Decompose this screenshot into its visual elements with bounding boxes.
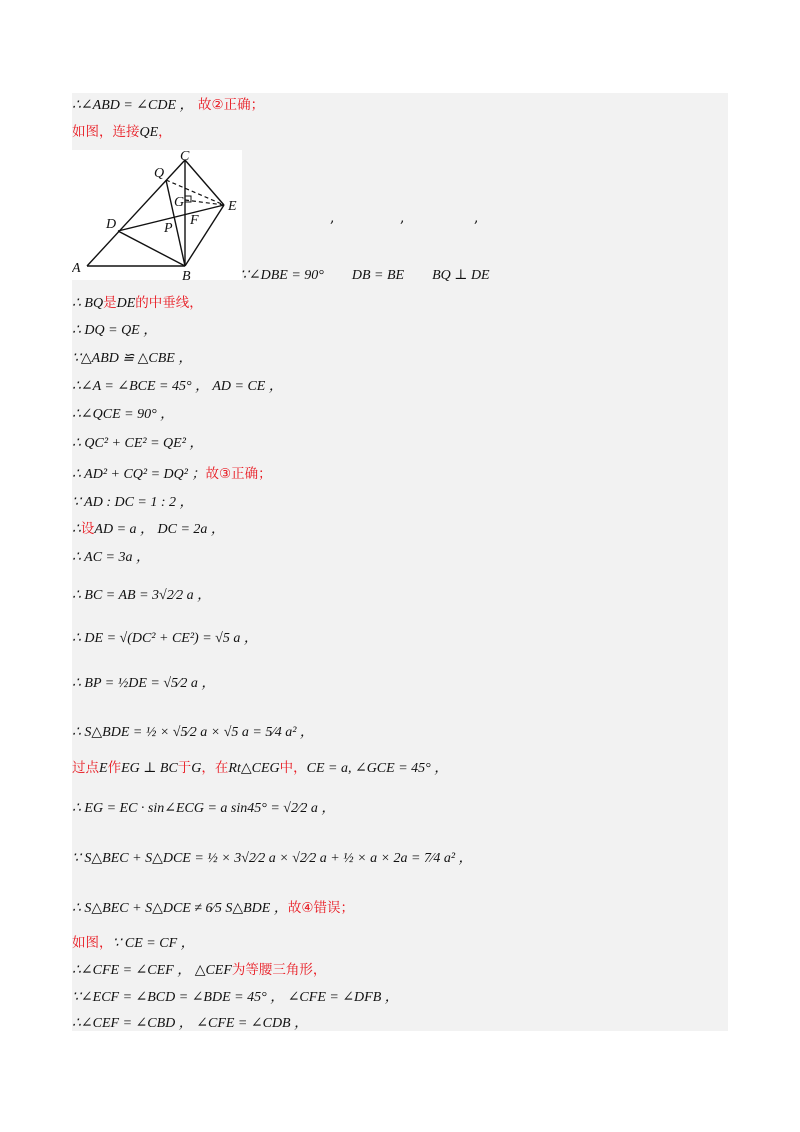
- label-F: F: [190, 213, 199, 228]
- line-11: ∵ AD : DC = 1 : 2 ，: [72, 495, 194, 510]
- line-6: ∵△ABD ≌ △CBE ，: [72, 351, 193, 366]
- geometry-figure: [72, 150, 242, 280]
- line-15: ∴ DE = √(DC² + CE²) = √5 a ，: [72, 631, 258, 646]
- label-Q: Q: [154, 166, 165, 181]
- line-14: ∴ BC = AB = 3√2⁄2 a ，: [72, 588, 212, 603]
- line-18: 过点E作EG ⊥ BC于G，在Rt△CEG中，CE = a, ∠GCE = 45° ，: [72, 760, 449, 776]
- label-P: P: [164, 221, 173, 236]
- label-E: E: [228, 199, 237, 214]
- label-C: C: [180, 150, 190, 164]
- label-A: A: [72, 261, 81, 276]
- line-19: ∴ EG = EC · sin∠ECG = a sin45° = √2⁄2 a ，: [72, 801, 336, 816]
- line-13: ∴ AC = 3a ，: [72, 550, 150, 565]
- label-D: D: [106, 217, 117, 232]
- line-9: ∴ QC² + CE² = QE² ，: [72, 436, 204, 451]
- label-G: G: [174, 195, 185, 210]
- right-angle-mark: [185, 196, 191, 202]
- line-21: ∴ S△BEC + S△DCE ≠ 6⁄5 S△BDE ，故④错误；: [72, 900, 354, 916]
- line-24: ∵∠ECF = ∠BCD = ∠BDE = 45° ， ∠CFE = ∠DFB ，: [72, 990, 399, 1005]
- line-22: 如图，∵ CE = CF ，: [72, 935, 195, 951]
- line-10: ∴ AD² + CQ² = DQ² ；故③正确；: [72, 466, 272, 482]
- line-16: ∴ BP = ½DE = √5⁄2 a ，: [72, 676, 216, 691]
- line-25: ∴∠CEF = ∠CBD ， ∠CFE = ∠CDB ，: [72, 1016, 309, 1031]
- geometry-svg: [72, 150, 242, 280]
- segment-AC: [87, 160, 185, 266]
- line-20: ∵ S△BEC + S△DCE = ½ × 3√2⁄2 a × √2⁄2 a + ½ × a × 2a = 7⁄4 a² ，: [72, 851, 473, 866]
- label-B: B: [182, 269, 191, 280]
- line-4: ∴ BQ是DE的中垂线，: [72, 295, 203, 311]
- segment-DB: [118, 231, 185, 266]
- line-2: 如图，连接QE，: [72, 124, 172, 140]
- line-17: ∴ S△BDE = ½ × √5⁄2 a × √5 a = 5⁄4 a² ，: [72, 725, 314, 740]
- line-23: ∴∠CFE = ∠CEF ， △CEF为等腰三角形，: [72, 962, 327, 978]
- line-7: ∴∠A = ∠BCE = 45° ， AD = CE ，: [72, 379, 283, 394]
- line-3: ∵∠DBE = 90° DB = BE BQ ⊥ DE: [240, 268, 490, 283]
- line-5: ∴ DQ = QE ，: [72, 323, 158, 338]
- line-1: ∴∠ABD = ∠CDE ， 故②正确；: [72, 97, 265, 113]
- line-12: ∴设AD = a ， DC = 2a ，: [72, 521, 225, 537]
- line-8: ∴∠QCE = 90° ，: [72, 407, 175, 422]
